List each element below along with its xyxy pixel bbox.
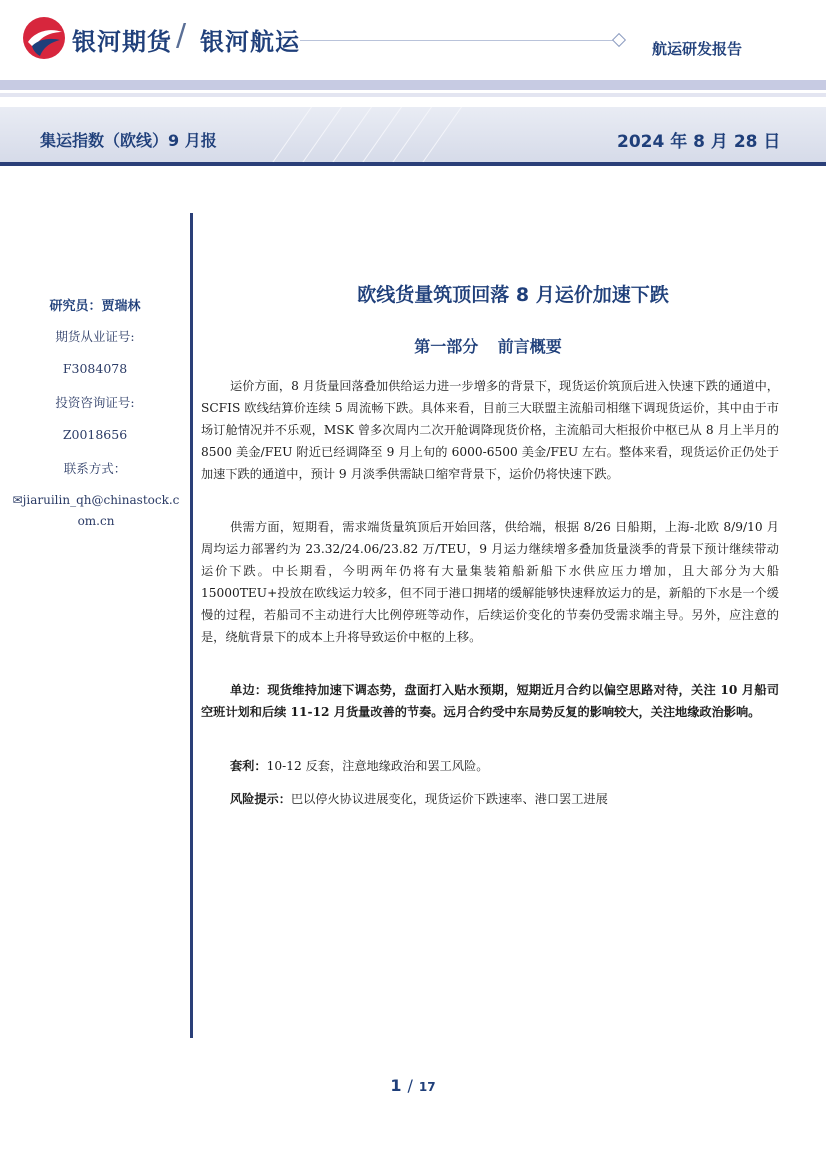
- arbitrage-text: 10-12 反套，注意地缘政治和罢工风险。: [266, 759, 489, 773]
- envelope-icon: ✉: [12, 493, 23, 507]
- header-decor-line: [300, 40, 618, 41]
- email-address[interactable]: jiaruilin_qh@chinastock.com.cn: [22, 493, 180, 528]
- futures-license-label: 期货从业证号:: [55, 329, 135, 344]
- risk-label: 风险提示：: [230, 792, 291, 806]
- report-series-title: 集运指数（欧线）9 月报: [40, 131, 217, 150]
- brand-secondary: 银河航运: [200, 28, 300, 56]
- unilateral-text: 现货维持加速下调态势，盘面打入贴水预期，短期近月合约以偏空思路对待，关注 10 月船司空班计划和后续 11-12 月货量改善的节奏。远月合约受中东局势反复的影响较大，关注地缘政治影响。: [201, 683, 780, 719]
- header-band: [0, 80, 826, 90]
- arbitrage-label: 套利：: [230, 759, 267, 773]
- page-number: [0, 1076, 826, 1095]
- paragraph-unilateral: [201, 679, 779, 723]
- galaxy-logo-icon: [22, 16, 66, 60]
- report-headline: 欧线货量筑顶回落 8 月运价加速下跌: [357, 284, 669, 306]
- report-date: 2024 年 8 月 28 日: [617, 132, 781, 152]
- diamond-icon: [612, 33, 626, 47]
- brand-divider: /: [176, 18, 187, 53]
- paragraph-risk: [201, 788, 779, 810]
- page-separator: /: [407, 1076, 413, 1095]
- futures-license-number: F3084078: [62, 361, 128, 376]
- contact-label: 联系方式：: [63, 461, 127, 476]
- subheader-decor: [250, 107, 550, 162]
- consulting-license-number: Z0018656: [62, 427, 128, 442]
- subheader-rule: [0, 162, 826, 166]
- sidebar-divider: [190, 213, 193, 1038]
- paragraph-freight-rates: 运价方面，8 月货量回落叠加供给运力进一步增多的背景下，现货运价筑顶后进入快速下跌的通道中，SCFIS 欧线结算价连续 5 周流畅下跌。具体来看，目前三大联盟主流船司相继下调现货运价，其中由于市场订舱情况并不乐观，MSK 曾多次周内二次开舱调降现货价格，主流船司大柜报价中枢已从 8 月上半月的 8500 美金/FEU 附近已经调降至 9 月上旬的 6000-6500 美金/FEU 左右。整体来看，现货运价正仍处于加速下跌的通道中，预计 9 月淡季供需缺口缩窄背景下，运价仍将快速下跌。: [201, 379, 779, 481]
- unilateral-label: 单边：: [230, 683, 268, 697]
- risk-text: 巴以停火协议进展变化，现货运价下跌速率、港口罢工进展: [290, 792, 608, 806]
- paragraph-arbitrage: [201, 755, 779, 777]
- header-band-thin: [0, 93, 826, 97]
- researcher-name: 研究员：贾瑞林: [49, 299, 141, 314]
- page-current: 1: [390, 1076, 402, 1095]
- brand-primary: 银河期货: [72, 28, 172, 56]
- paragraph-supply-demand: 供需方面，短期看，需求端货量筑顶后开始回落，供给端，根据 8/26 日船期，上海-北欧 8/9/10 月周均运力部署约为 23.32/24.06/23.82 万/TEU，9 月运力继续增多叠加货量淡季的背景下预计继续带动运价下跌。中长期看，今明两年仍将有大量集装箱船新船下水供应压力增加，且大部分为大船 15000TEU+投放在欧线运力较多，但不同于港口拥堵的缓解能够快速释放运力的是，新船的下水是一个缓慢的过程，若船司不主动进行大比例停班等动作，后续运价变化的节奏仍受需求端主导。另外，应注意的是，绕航背景下的成本上升将导致运价中枢的上移。: [201, 520, 779, 644]
- report-type-label: 航运研发报告: [652, 40, 743, 58]
- contact-email[interactable]: [10, 490, 182, 532]
- page-total: 17: [418, 1080, 436, 1094]
- page-header: [0, 0, 826, 80]
- consulting-license-label: 投资咨询证号:: [55, 395, 135, 410]
- section-heading: 第一部分 前言概要: [414, 337, 562, 356]
